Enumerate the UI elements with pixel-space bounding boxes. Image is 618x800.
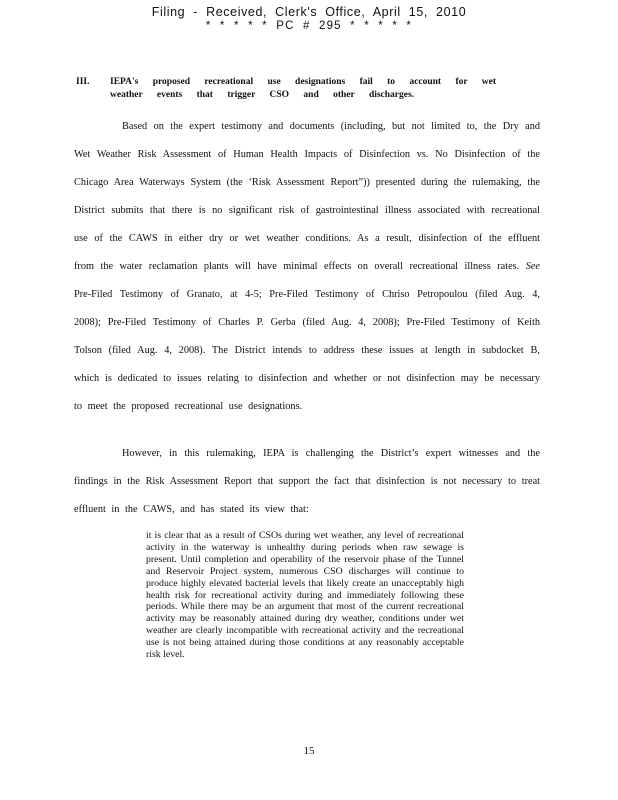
citation-signal: See [525,261,540,272]
filing-stamp: Filing - Received, Clerk's Office, April 15, 2010 [151,5,467,19]
section-number: III. [76,77,90,87]
body-paragraph-2: However, in this rulemaking, IEPA is challenging the District’s expert witnesses and the findings in the Risk Assessment Report that support the fact that disinfection is not necessary to treat effluent in the CAWS, and has stated its view that: [74,448,540,515]
section-heading-text: IEPA's proposed recreational use designations fail to account for wet weather events that trigger CSO and other discharges. [110,77,497,100]
paragraph-1-text-a: Based on the expert testimony and documents (including, but not limited to, the Dry and Wet Weather Risk Assessment of Human Health Impacts of Disinfection vs. No Disinfection of the Chicago Area Waterways System (the ‘Risk Assessment Report”)) presented during the rulemaking, the District submits that there is no significant risk of gastrointestinal illness associated with recreational use of the CAWS in either dry or wet weather conditions. As a result, disinfection of the effluent from the water reclamation plants will have minimal effects on overall recreational illness rates. [74,121,540,272]
paragraph-1-text-b: Pre-Filed Testimony of Granato, at 4-5; Pre-Filed Testimony of Chriso Petropoulou (filed Aug. 4, 2008); Pre-Filed Testimony of Charles P. Gerba (filed Aug. 4, 2008); Pre-Filed Testimony of Keith Tolson (filed Aug. 4, 2008). The District intends to address these issues at length in subdocket B, which is dedicated to issues relating to disinfection and whether or not disinfection may be necessary to meet the proposed recreational use designations. [74,289,540,412]
body-paragraph-1 [74,113,540,421]
block-quote: it is clear that as a result of CSOs during wet weather, any level of recreational activity in the waterway is unhealthy during periods when raw sewage is present. Until completion and operability of the reservoir phase of the Tunnel and Reservoir Project system, numerous CSO discharges will continue to produce highly elevated bacterial levels that likely create an unacceptably high health risk for recreational activity during and immediately following these periods. While there may be an argument that most of the current recreational activity may be reasonably attained during dry weather, conditions under wet weather are clearly incompatible with recreational activity and the recreational use is not being attained during those conditions at any reasonably acceptable risk level. [146,530,464,661]
page-number: 15 [303,745,315,757]
pc-number-stamp: * * * * * PC # 295 * * * * * [205,20,413,32]
